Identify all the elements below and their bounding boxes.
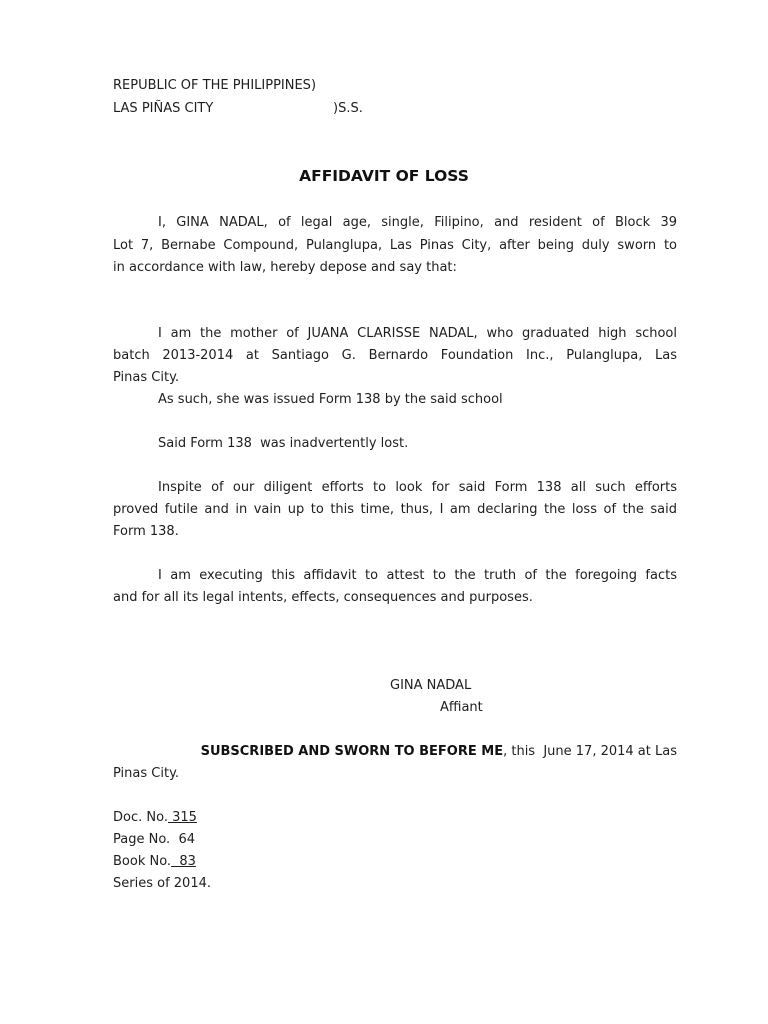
book-no	[113, 853, 677, 871]
page-no	[113, 831, 677, 849]
doc-no-label: Doc. No.	[113, 810, 168, 825]
p4-line1: Said Form 138 was inadvertently lost.	[158, 436, 409, 451]
p1-line3: in accordance with law, hereby depose and say that:	[113, 260, 457, 275]
p1-line2: Lot 7, Bernabe Compound, Pulanglupa, Las Pinas City, after being duly sworn to	[113, 238, 677, 253]
jurat-line2: Pinas City.	[113, 766, 180, 781]
book-no-value: 83	[171, 854, 196, 869]
p2-line1: I am the mother of JUANA CLARISSE NADAL, who graduated high school	[158, 326, 677, 341]
jurat-line1	[158, 743, 677, 761]
caption-republic: REPUBLIC OF THE PHILIPPINES)	[113, 78, 317, 93]
jurat-bold: SUBSCRIBED AND SWORN TO BEFORE ME	[200, 744, 504, 759]
doc-no	[113, 809, 677, 827]
series: Series of 2014.	[113, 876, 211, 891]
document-title: AFFIDAVIT OF LOSS	[299, 167, 469, 185]
p6-line1: I am executing this affidavit to attest to the truth of the foregoing facts	[158, 568, 677, 583]
p5-line1: Inspite of our diligent efforts to look for said Form 138 all such efforts	[158, 480, 677, 495]
signature-name: GINA NADAL	[390, 678, 472, 693]
caption-ss: )S.S.	[333, 101, 363, 116]
p5-line3: Form 138.	[113, 524, 179, 539]
p1-line1: I, GINA NADAL, of legal age, single, Filipino, and resident of Block 39	[158, 215, 677, 230]
signature-role: Affiant	[440, 700, 483, 715]
doc-no-value: 315	[167, 810, 197, 825]
caption-city	[113, 100, 677, 118]
page-no-value: 64	[170, 832, 195, 847]
book-no-label: Book No.	[113, 854, 172, 869]
page-no-label: Page No.	[113, 832, 171, 847]
p2-line3: Pinas City.	[113, 370, 180, 385]
p2-line2: batch 2013-2014 at Santiago G. Bernardo Foundation Inc., Pulanglupa, Las	[113, 348, 677, 363]
p5-line2: proved futile and in vain up to this time, thus, I am declaring the loss of the said	[113, 502, 677, 517]
p6-line2: and for all its legal intents, effects, consequences and purposes.	[113, 590, 533, 605]
caption-city-name: LAS PIÑAS CITY	[113, 101, 214, 116]
jurat-rest: , this June 17, 2014 at Las	[503, 744, 677, 759]
p3-line1: As such, she was issued Form 138 by the said school	[158, 392, 503, 407]
